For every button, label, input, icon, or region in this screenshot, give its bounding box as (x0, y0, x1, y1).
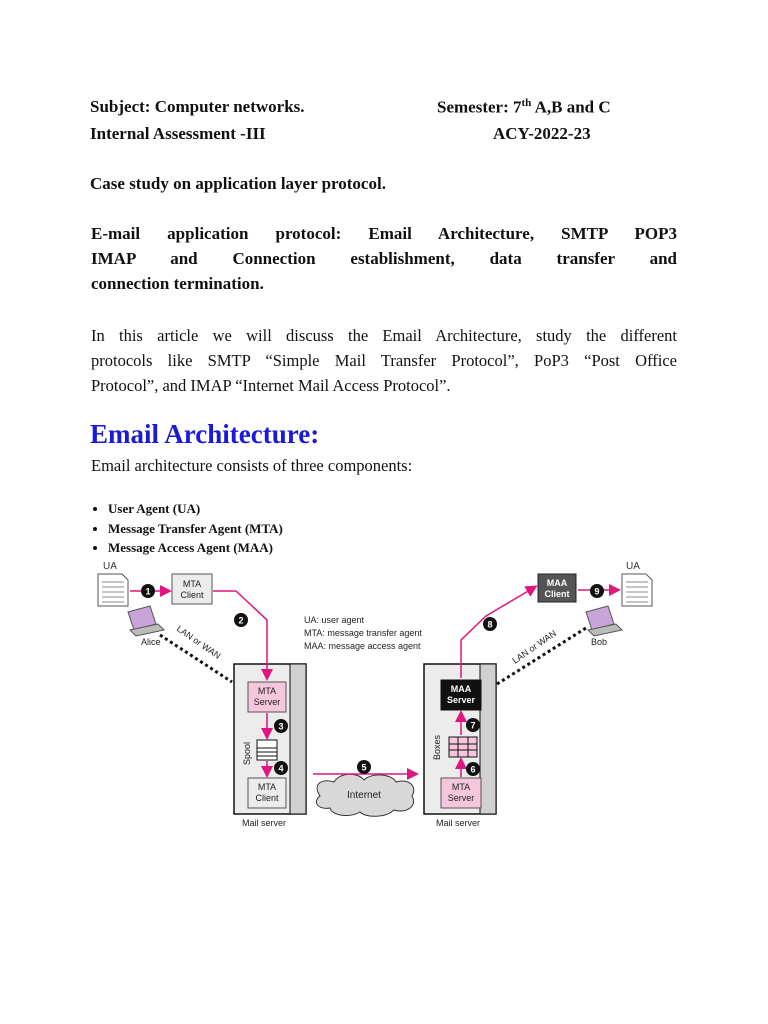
semester-sup: th (521, 97, 532, 109)
intro-line2: protocols like SMTP “Simple Mail Transfer Protocol”, PoP3 “Post Office (91, 351, 677, 370)
semester-prefix: Semester: 7 (437, 97, 522, 117)
step-badge-7 (466, 718, 480, 732)
legend-mta: MTA: message transfer agent (304, 628, 422, 638)
spool-queue-icon (257, 740, 277, 760)
step-number: 4 (278, 763, 284, 774)
subject-line: Subject: Computer networks. (90, 97, 305, 116)
step-number: 2 (238, 615, 244, 626)
mta-client-bottom-line2: Client (255, 793, 279, 803)
mta-server-left-line1: MTA (257, 686, 277, 696)
legend-maa: MAA: message access agent (304, 641, 421, 651)
mail-server-left-label: Mail server (242, 818, 287, 828)
step-badge-3 (274, 719, 288, 733)
step-badge-9 (590, 584, 604, 598)
step-badge-6 (466, 762, 480, 776)
maa-client-top-line2: Client (544, 589, 570, 599)
step-number: 8 (487, 619, 493, 630)
ua-left-document-icon (98, 561, 128, 606)
ua-right-label: UA (626, 561, 640, 572)
intro-line1: In this article we will discuss the Email Architecture, study the different (91, 326, 677, 345)
step-badge-8 (483, 617, 497, 631)
list-item: • User Agent (UA) (108, 499, 283, 519)
intro-line3: Protocol”, and IMAP “Internet Mail Access Protocol”. (91, 376, 451, 395)
bob-laptop-icon (586, 606, 622, 647)
spool-label: Spool (242, 741, 252, 765)
alice-label: Alice (141, 637, 161, 647)
protocol-heading-line1: E-mail application protocol: Email Architecture, SMTP POP3 (91, 224, 677, 243)
alice-laptop-icon (128, 606, 164, 647)
mta-server-right-line1: MTA (451, 782, 471, 792)
step-badge-4 (274, 761, 288, 775)
semester-suffix: A,B and C (531, 97, 611, 117)
year-line: ACY-2022-23 (493, 124, 591, 143)
section-title: Email Architecture: (90, 419, 320, 449)
mta-client-top-box (172, 574, 212, 604)
internet-label: Internet (347, 790, 381, 801)
step-badge-5 (357, 760, 371, 774)
step-badge-1 (141, 584, 155, 598)
list-item: • Message Transfer Agent (MTA) (108, 519, 283, 539)
bob-label: Bob (591, 637, 608, 647)
maa-server-line1: MAA (450, 684, 472, 694)
lan-wan-right-label: LAN or WAN (510, 628, 559, 666)
ua-left-label: UA (103, 561, 117, 572)
case-study-heading: Case study on application layer protocol. (90, 174, 386, 193)
maa-client-top-line1: MAA (546, 578, 568, 588)
step-number: 1 (145, 586, 151, 597)
mta-client-bottom-line1: MTA (257, 782, 277, 792)
internet-cloud-icon (316, 774, 413, 816)
mailboxes-icon (449, 737, 477, 757)
mta-server-right-line2: Server (447, 793, 475, 803)
step-number: 3 (278, 721, 284, 732)
legend-ua: UA: user agent (304, 615, 365, 625)
protocol-heading-line3: connection termination. (91, 274, 264, 293)
diagram-legend (304, 615, 422, 651)
step-badge-2 (234, 613, 248, 627)
protocol-heading-line2: IMAP and Connection establishment, data transfer and (91, 249, 677, 268)
boxes-label: Boxes (432, 734, 442, 760)
mail-server-right-label: Mail server (436, 818, 481, 828)
maa-server-line2: Server (446, 695, 476, 705)
step-number: 5 (361, 762, 367, 773)
ua-right-document-icon (622, 561, 652, 606)
assessment-line: Internal Assessment -III (90, 124, 266, 143)
step-number: 9 (594, 586, 600, 597)
step-number: 7 (470, 720, 476, 731)
mta-client-top-line1: MTA (182, 579, 202, 589)
maa-client-top-box (538, 574, 576, 602)
mta-server-left-line2: Server (253, 697, 281, 707)
mta-client-top-line2: Client (180, 590, 204, 600)
lan-wan-left-label: LAN or WAN (174, 623, 223, 661)
list-item: • Message Access Agent (MAA) (108, 538, 283, 558)
section-intro: Email architecture consists of three components: (91, 456, 413, 475)
step-number: 6 (470, 764, 476, 775)
